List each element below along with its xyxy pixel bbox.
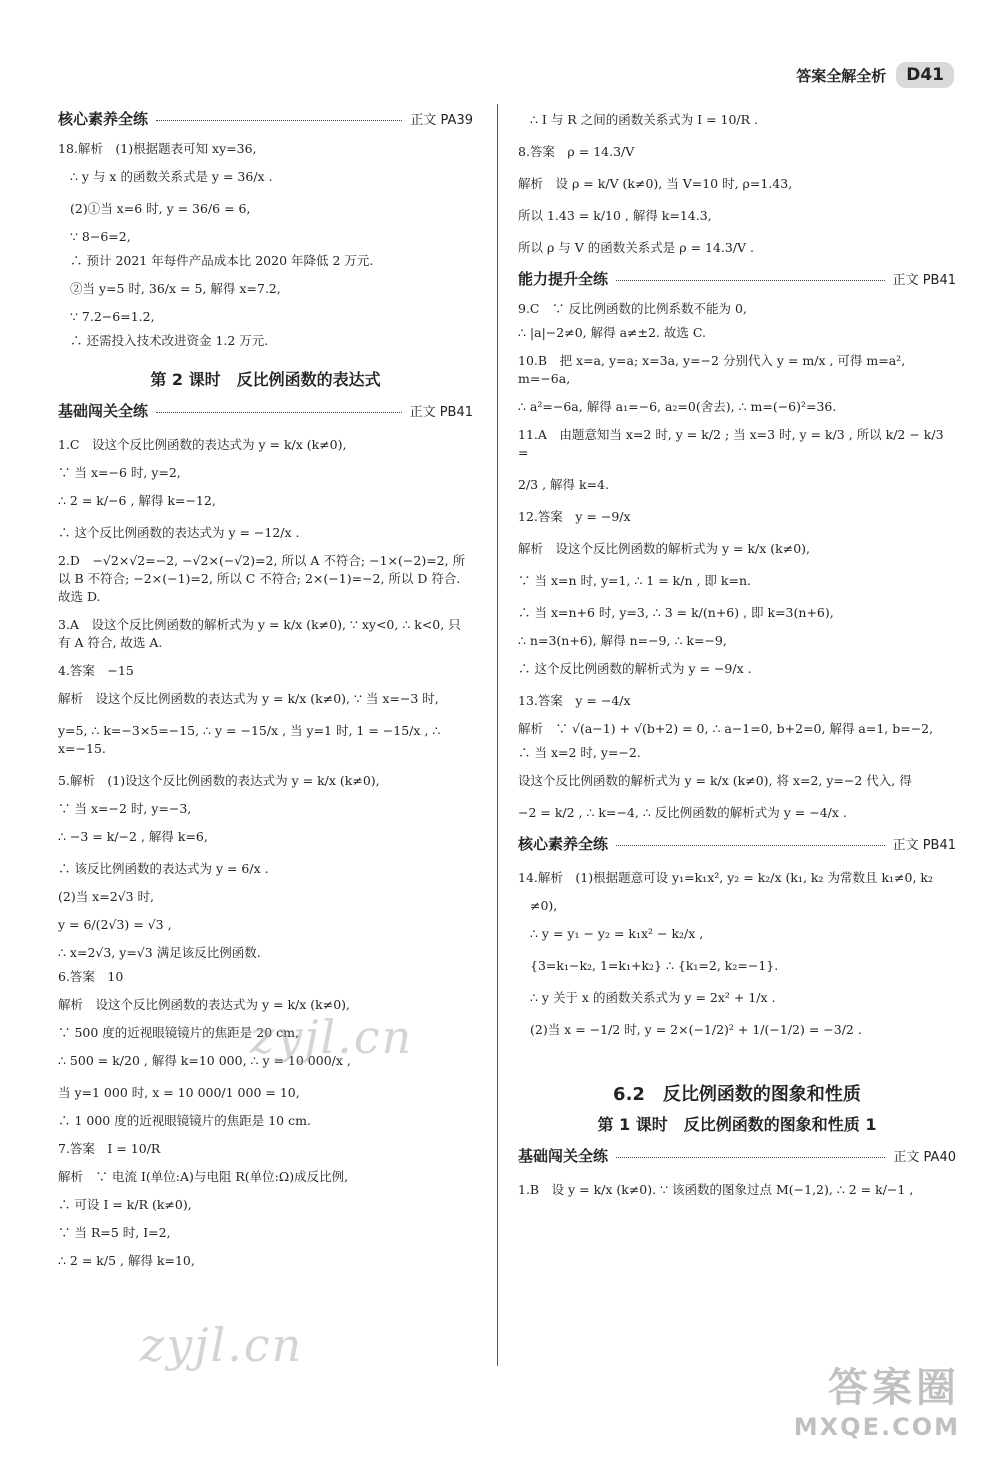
- corner-watermark: [794, 1356, 960, 1441]
- q8-line: 解析 设 ρ = k/V (k≠0), 当 V=10 时, ρ=1.43,: [518, 176, 793, 191]
- section-page-ref: 正文 PB41: [892, 273, 956, 288]
- q18-line: (2)①当 x=6 时, y = 36/6 = 6,: [70, 201, 251, 216]
- q14-line: ∴ y 关于 x 的函数关系式为 y = 2x² + 1/x .: [530, 990, 776, 1005]
- q6-line: 解析 设这个反比例函数的表达式为 y = k/x (k≠0),: [58, 997, 350, 1012]
- q10-line: 10.B 把 x=a, y=a; x=3a, y=−2 分别代入 y = m/x , 可得 m=a², m=−6a,: [518, 353, 906, 386]
- right-column: [518, 104, 956, 1206]
- left-column: [58, 104, 473, 1277]
- q6-line: 6.答案 10: [58, 969, 124, 984]
- q13-line: 13.答案 y = −4/x: [518, 693, 631, 708]
- section-page-ref: 正文 PA39: [410, 113, 473, 128]
- q6-line: 当 y=1 000 时, x = 10 000/1 000 = 10,: [58, 1085, 300, 1100]
- q18-line: ∴ 预计 2021 年每件产品成本比 2020 年降低 2 万元.: [70, 253, 374, 268]
- dotted-leader: [156, 412, 402, 413]
- q3-line: 3.A 设这个反比例函数的解析式为 y = k/x (k≠0), ∵ xy<0, ∴ k<0, 只有 A 符合, 故选 A.: [58, 617, 461, 650]
- q13-line: 解析 ∵ √(a−1) + √(b+2) = 0, ∴ a−1=0, b+2=0, 解得 a=1, b=−2,: [518, 721, 934, 736]
- watermark-url: MXQE.COM: [793, 1413, 960, 1441]
- section-page-ref: 正文 PA40: [893, 1150, 956, 1165]
- q13-line: −2 = k/2 , ∴ k=−4, ∴ 反比例函数的解析式为 y = −4/x .: [518, 805, 847, 820]
- q7-line: ∵ 当 R=5 时, I=2,: [58, 1225, 171, 1240]
- q5-line: ∴ x=2√3, y=√3 满足该反比例函数.: [58, 945, 261, 960]
- q6-line: ∵ 500 度的近视眼镜镜片的焦距是 20 cm,: [58, 1025, 299, 1040]
- lesson-title: 第 2 课时 反比例函数的表达式: [150, 370, 381, 389]
- q7b-line: ∴ I 与 R 之间的函数关系式为 I = 10/R .: [530, 112, 759, 127]
- q8-line: 所以 ρ 与 V 的函数关系式是 ρ = 14.3/V .: [518, 240, 755, 255]
- section-header-basic: [58, 400, 473, 421]
- q18-line: ∴ 还需投入技术改进资金 1.2 万元.: [70, 333, 269, 348]
- q4-line: y=5, ∴ k=−3×5=−15, ∴ y = −15/x , 当 y=1 时, 1 = −15/x , ∴ x=−15.: [58, 723, 441, 756]
- q1-line: ∴ 这个反比例函数的表达式为 y = −12/x .: [58, 525, 300, 540]
- q1-line: ∴ 2 = k/−6 , 解得 k=−12,: [58, 493, 216, 508]
- section-title: 基础闯关全练: [58, 402, 149, 420]
- section-title: 核心素养全练: [518, 835, 609, 853]
- dotted-leader: [616, 845, 885, 846]
- column-divider: [497, 104, 498, 1366]
- q11-line: 11.A 由题意知当 x=2 时, y = k/2 ; 当 x=3 时, y = k/3 , 所以 k/2 − k/3 =: [518, 427, 944, 460]
- q5-line: ∴ 该反比例函数的表达式为 y = 6/x .: [58, 861, 269, 876]
- q6-line: ∴ 500 = k/20 , 解得 k=10 000, ∴ y = 10 000/x ,: [58, 1053, 351, 1068]
- q1b-line: 1.B 设 y = k/x (k≠0). ∵ 该函数的图象过点 M(−1,2), ∴ 2 = k/−1 ,: [518, 1182, 914, 1197]
- q18-line: ②当 y=5 时, 36/x = 5, 解得 x=7.2,: [70, 281, 281, 296]
- q18-line: ∵ 8−6=2,: [70, 229, 131, 244]
- dotted-leader: [616, 1157, 885, 1158]
- watermark-text: zyjl.cn: [250, 1010, 414, 1064]
- q1-line: 1.C 设这个反比例函数的表达式为 y = k/x (k≠0),: [58, 437, 347, 452]
- section-title: 基础闯关全练: [518, 1147, 609, 1165]
- q12-line: ∵ 当 x=n 时, y=1, ∴ 1 = k/n , 即 k=n.: [518, 573, 751, 588]
- chapter-title: 6.2 反比例函数的图象和性质: [613, 1084, 861, 1105]
- q14-line: 14.解析 (1)根据题意可设 y₁=k₁x², y₂ = k₂/x (k₁, k₂ 为常数且 k₁≠0, k₂: [518, 870, 933, 885]
- q9-line: ∴ |a|−2≠0, 解得 a≠±2. 故选 C.: [518, 325, 706, 340]
- q14-line: (2)当 x = −1/2 时, y = 2×(−1/2)² + 1/(−1/2) = −3/2 .: [530, 1022, 862, 1037]
- q2-line: 2.D −√2×√2=−2, −√2×(−√2)=2, 所以 A 不符合; −1×(−2)=2, 所以 B 不符合; −2×(−1)=2, 所以 C 不符合; 2×(−1)=−2, 所以 D 符合. 故选 D.: [58, 553, 466, 604]
- q5-line: (2)当 x=2√3 时,: [58, 889, 155, 904]
- q14-line: ∴ y = y₁ − y₂ = k₁x² − k₂/x ,: [530, 926, 704, 941]
- section-title: 核心素养全练: [58, 110, 149, 128]
- section-page-ref: 正文 PB41: [409, 405, 473, 420]
- section-title: 能力提升全练: [518, 270, 609, 288]
- q4-line: 4.答案 −15: [58, 663, 134, 678]
- q12-line: ∴ 这个反比例函数的解析式为 y = −9/x .: [518, 661, 752, 676]
- q12-line: 解析 设这个反比例函数的解析式为 y = k/x (k≠0),: [518, 541, 810, 556]
- q11-line: 2/3 , 解得 k=4.: [518, 477, 609, 492]
- q8-line: 8.答案 ρ = 14.3/V: [518, 144, 635, 159]
- q5-line: ∴ −3 = k/−2 , 解得 k=6,: [58, 829, 208, 844]
- section-header-ability: [518, 268, 956, 289]
- header-title: 答案全解全析: [796, 66, 887, 85]
- q18-line: ∵ 7.2−6=1.2,: [70, 309, 155, 324]
- q5-line: ∵ 当 x=−2 时, y=−3,: [58, 801, 192, 816]
- q12-line: ∴ n=3(n+6), 解得 n=−9, ∴ k=−9,: [518, 633, 727, 648]
- page-number-badge: D41: [896, 62, 954, 88]
- q7-line: ∴ 可设 I = k/R (k≠0),: [58, 1197, 192, 1212]
- q14-line: ≠0),: [530, 898, 558, 913]
- q5-line: 5.解析 (1)设这个反比例函数的表达式为 y = k/x (k≠0),: [58, 773, 380, 788]
- q5-line: y = 6/(2√3) = √3 ,: [58, 917, 172, 932]
- q1-line: ∵ 当 x=−6 时, y=2,: [58, 465, 181, 480]
- dotted-leader: [616, 280, 885, 281]
- section-header-core-literacy-2: [518, 833, 956, 854]
- section-header-core-literacy: [58, 108, 473, 129]
- q7-line: ∴ 2 = k/5 , 解得 k=10,: [58, 1253, 195, 1268]
- q6-line: ∴ 1 000 度的近视眼镜镜片的焦距是 10 cm.: [58, 1113, 311, 1128]
- q18-line: 18.解析 (1)根据题表可知 xy=36,: [58, 141, 257, 156]
- page-header: [796, 62, 954, 88]
- q10-line: ∴ a²=−6a, 解得 a₁=−6, a₂=0(舍去), ∴ m=(−6)²=36.: [518, 399, 837, 414]
- q12-line: ∴ 当 x=n+6 时, y=3, ∴ 3 = k/(n+6) , 即 k=3(n+6),: [518, 605, 834, 620]
- watermark-text: zyjl.cn: [140, 1318, 304, 1372]
- section-header-basic-2: [518, 1145, 956, 1166]
- q8-line: 所以 1.43 = k/10 , 解得 k=14.3,: [518, 208, 712, 223]
- q14-line: {3=k₁−k₂, 1=k₁+k₂} ∴ {k₁=2, k₂=−1}.: [530, 958, 779, 973]
- lesson-title: 第 1 课时 反比例函数的图象和性质 1: [597, 1115, 877, 1134]
- q9-line: 9.C ∵ 反比例函数的比例系数不能为 0,: [518, 301, 747, 316]
- dotted-leader: [156, 120, 402, 121]
- q7-line: 解析 ∵ 电流 I(单位:A)与电阻 R(单位:Ω)成反比例,: [58, 1169, 349, 1184]
- watermark-logo: 答案圈: [828, 1365, 960, 1411]
- q7-line: 7.答案 I = 10/R: [58, 1141, 161, 1156]
- q4-line: 解析 设这个反比例函数的表达式为 y = k/x (k≠0), ∵ 当 x=−3 时,: [58, 691, 439, 706]
- section-page-ref: 正文 PB41: [892, 838, 956, 853]
- q13-line: 设这个反比例函数的解析式为 y = k/x (k≠0), 将 x=2, y=−2 代入, 得: [518, 773, 912, 788]
- q12-line: 12.答案 y = −9/x: [518, 509, 631, 524]
- q13-line: ∴ 当 x=2 时, y=−2.: [518, 745, 641, 760]
- q18-line: ∴ y 与 x 的函数关系式是 y = 36/x .: [70, 169, 273, 184]
